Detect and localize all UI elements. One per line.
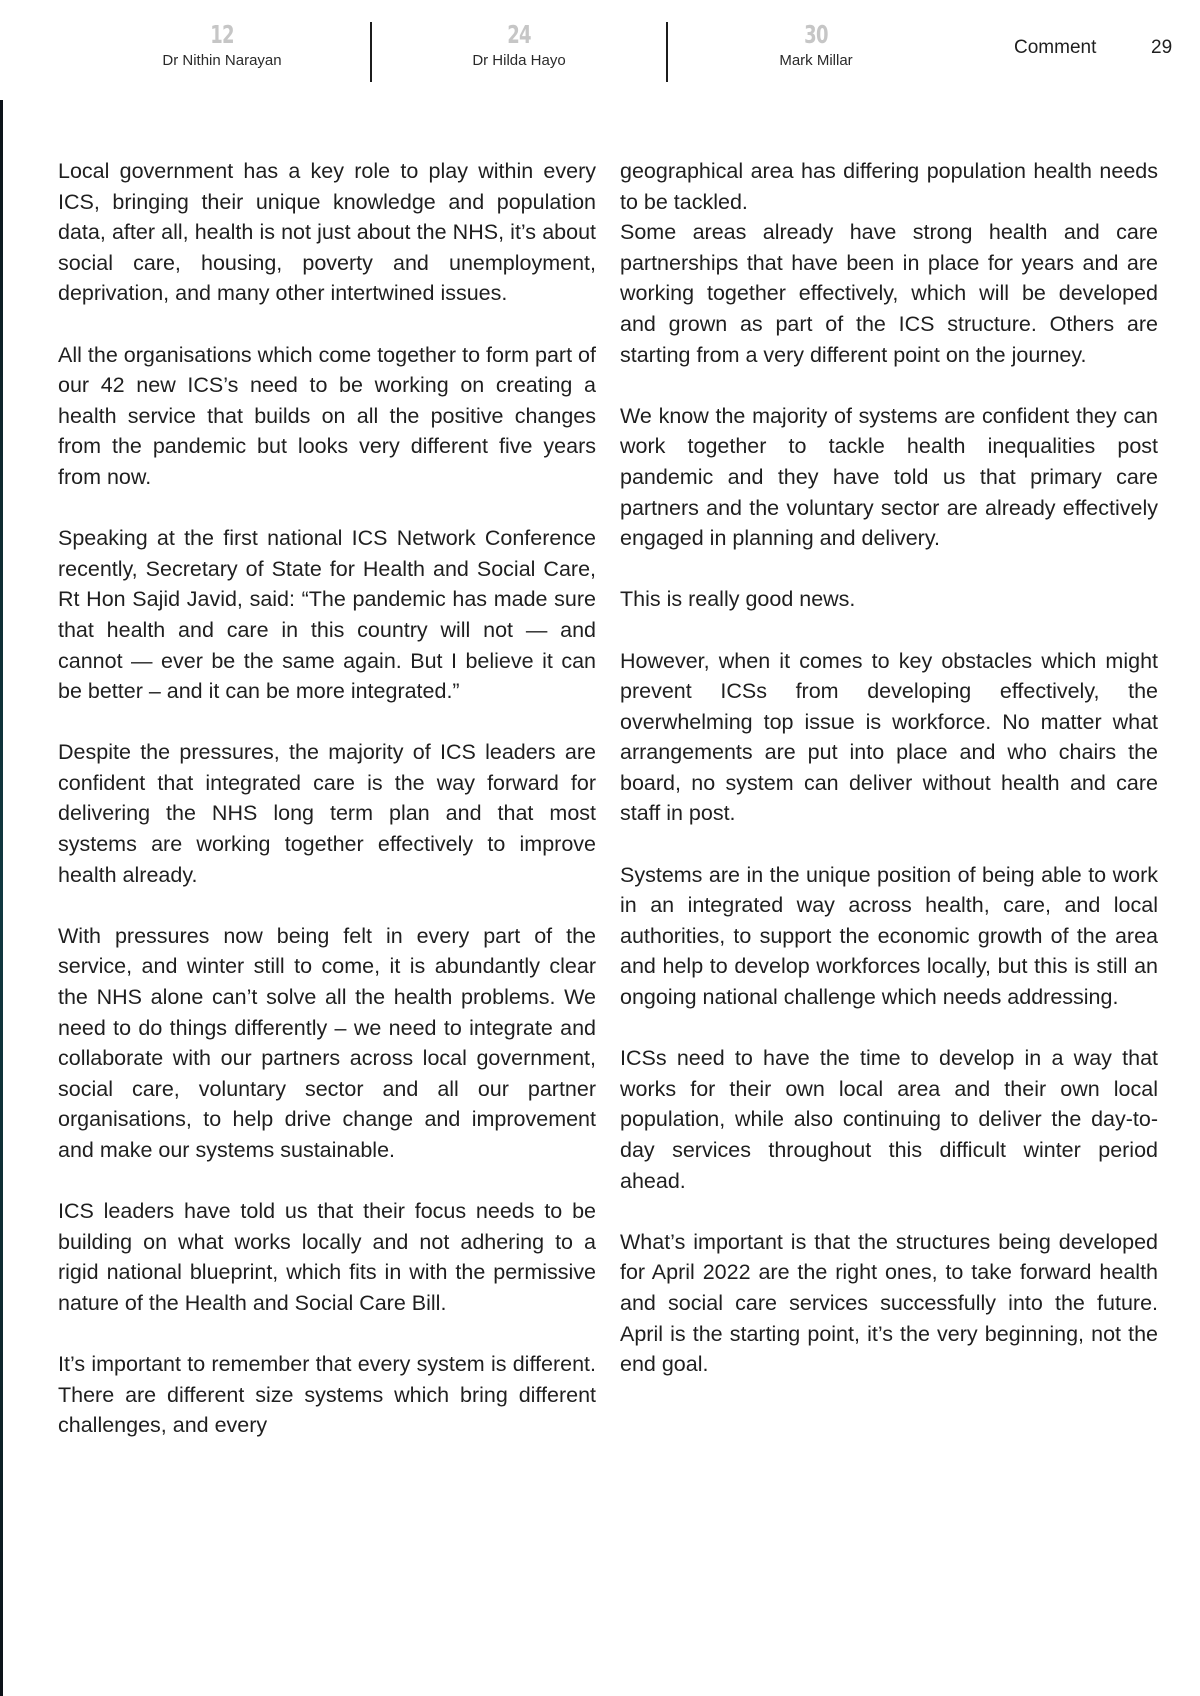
paragraph: It’s important to remember that every system is different. There are different size systems which bring different challenges, and every [58, 1352, 596, 1438]
nav-author-name: Dr Hilda Hayo [472, 52, 566, 69]
paragraph: This is really good news. [620, 587, 856, 612]
page-number: 29 [1151, 37, 1173, 58]
nav-page-number: 12 [210, 20, 234, 49]
nav-page-number: 30 [804, 20, 828, 49]
paragraph: Systems are in the unique position of being able to work in an integrated way across health, care, and local authorities, to support the economic growth of the area and help to develop workforces locally, but this is still an ongoing national challenge which needs addressing. [620, 862, 1158, 1010]
paragraph: Speaking at the first national ICS Network Conference recently, Secretary of State for Health and Social Care, Rt Hon Sajid Javid, said: “The pandemic has made sure that health and care in this country will not — and cannot — ever be the same again. But I believe it can be better – and it can be more integrated.” [58, 526, 596, 704]
nav-link-mark-millar[interactable] [696, 20, 936, 70]
left-edge-accent [0, 100, 3, 1696]
paragraph: ICSs need to have the time to develop in a way that works for their own local area and their own local population, while also continuing to deliver the day-to-day services throughout this difficult winter period ahead. [620, 1046, 1158, 1193]
nav-page-number: 24 [507, 20, 531, 49]
page-header [0, 0, 1200, 100]
header-divider [666, 22, 668, 82]
nav-author-name: Dr Nithin Narayan [162, 52, 282, 69]
paragraph: ICS leaders have told us that their focus needs to be building on what works locally and not adhering to a rigid national blueprint, which fits in with the permissive nature of the Health and Social Care Bill. [58, 1199, 596, 1315]
nav-link-dr-nithin-narayan[interactable] [102, 20, 342, 70]
paragraph: Local government has a key role to play within every ICS, bringing their unique knowledge and population data, after all, health is not just about the NHS, it’s about social care, housing, poverty and unemployment, deprivation, and many other intertwined issues. [58, 159, 596, 306]
paragraph: With pressures now being felt in every part of the service, and winter still to come, it is abundantly clear the NHS alone can’t solve all the health problems. We need to do things differently – we need to integrate and collaborate with our partners across local government, social care, voluntary sector and all our partner organisations, to help drive change and improvement and make our systems sustainable. [58, 923, 596, 1162]
paragraph: Some areas already have strong health and care partnerships that have been in place for years and are working together effectively, which will be developed and grown as part of the ICS structure. Others are starting from a very different point on the journey. [620, 220, 1158, 367]
header-divider [370, 22, 372, 82]
nav-link-dr-hilda-hayo[interactable] [399, 20, 639, 70]
article-left-column [58, 156, 596, 1472]
nav-author-name: Mark Millar [779, 52, 853, 69]
paragraph: geographical area has differing population health needs to be tackled. [620, 159, 1158, 214]
paragraph: Despite the pressures, the majority of ICS leaders are confident that integrated care is the way forward for delivering the NHS long term plan and that most systems are working together effectively to improve health already. [58, 740, 596, 887]
section-label: Comment [1014, 37, 1097, 58]
article-right-column [620, 156, 1158, 1410]
paragraph: However, when it comes to key obstacles which might prevent ICSs from developing effectively, the overwhelming top issue is workforce. No matter what arrangements are put into place and who chairs the board, no system can deliver without health and care staff in post. [620, 648, 1158, 826]
paragraph: All the organisations which come together to form part of our 42 new ICS’s need to be working on creating a health service that builds on all the positive changes from the pandemic but looks very different five years from now. [58, 342, 596, 489]
paragraph: We know the majority of systems are confident they can work together to tackle health inequalities post pandemic and they have told us that primary care partners and the voluntary sector are already effectively engaged in planning and delivery. [620, 403, 1158, 551]
paragraph: What’s important is that the structures being developed for April 2022 are the right ones, to take forward health and social care services successfully into the future. April is the starting point, it’s the very beginning, not the end goal. [620, 1229, 1158, 1377]
